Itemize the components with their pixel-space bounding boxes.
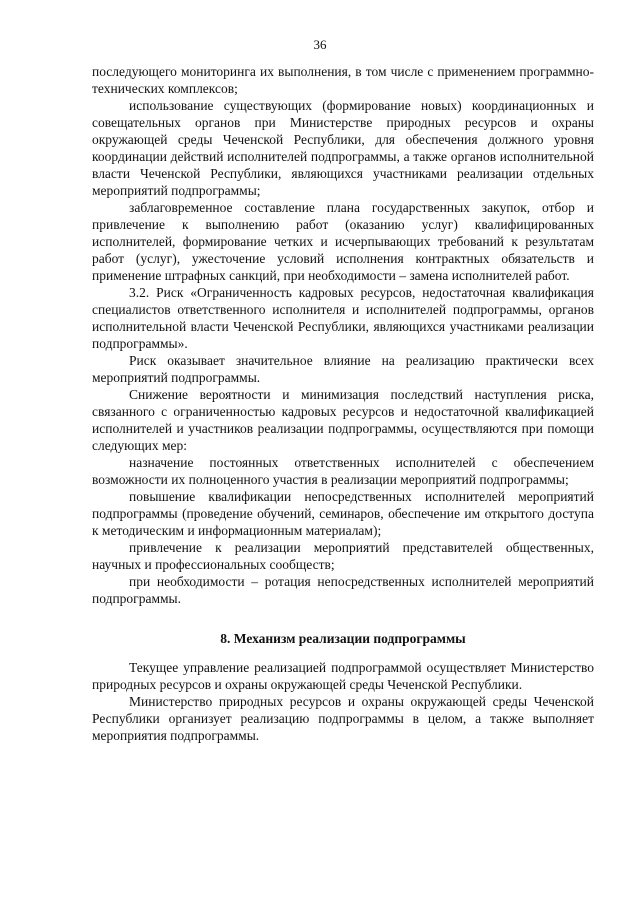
document-body [92, 63, 594, 744]
paragraph: использование существующих (формирование новых) координационных и совещательных органов при Министерстве природных ресурсов и охраны окружающей среды Чеченской Республики, для обеспечения должного уровня координации действий исполнителей подпрограммы, а также органов исполнительной власти Чеченской Республики, являющихся участниками реализации отдельных мероприятий подпрограммы; [92, 98, 594, 198]
paragraph: повышение квалификации непосредственных исполнителей мероприятий подпрограммы (проведение обучений, семинаров, обеспечение им открытого доступа к методическим и информационным материалам); [92, 489, 594, 538]
section-text-before [92, 63, 594, 607]
paragraph: Текущее управление реализацией подпрограммой осуществляет Министерство природных ресурсов и охраны окружающей среды Чеченской Республики. [92, 660, 594, 692]
paragraph: 3.2. Риск «Ограниченность кадровых ресурсов, недостаточная квалификация специалистов ответственного исполнителя и исполнителей подпрограммы, органов исполнительной власти Чеченской Республики, являющихся участниками реализации подпрограммы». [92, 285, 594, 351]
paragraph: привлечение к реализации мероприятий представителей общественных, научных и профессиональных сообществ; [92, 540, 594, 572]
paragraph: Снижение вероятности и минимизация последствий наступления риска, связанного с ограниченностью кадровых ресурсов и недостаточной квалификацией исполнителей и участников реализации подпрограммы, осуществляются при помощи следующих мер: [92, 387, 594, 453]
paragraph: назначение постоянных ответственных исполнителей с обеспечением возможности их полноценного участия в реализации мероприятий подпрограммы; [92, 455, 594, 487]
paragraph: Риск оказывает значительное влияние на реализацию практически всех мероприятий подпрограммы. [92, 353, 594, 385]
page-number: 36 [313, 37, 327, 52]
paragraph: Министерство природных ресурсов и охраны окружающей среды Чеченской Республики организует реализацию подпрограммы в целом, а также выполняет мероприятия подпрограммы. [92, 694, 594, 743]
paragraph: последующего мониторинга их выполнения, в том числе с применением программно-технических комплексов; [92, 64, 594, 96]
section-text-after [92, 659, 594, 744]
section-heading: 8. Механизм реализации подпрограммы [220, 631, 466, 646]
paragraph: при необходимости – ротация непосредственных исполнителей мероприятий подпрограммы. [92, 574, 594, 606]
paragraph: заблаговременное составление плана государственных закупок, отбор и привлечение к выполнению работ (оказанию услуг) квалифицированных исполнителей, формирование четких и исчерпывающих требований к результатам работ (услуг), ужесточение условий исполнения контрактных обязательств и применение штрафных санкций, при необходимости – замена исполнителей работ. [92, 200, 594, 283]
